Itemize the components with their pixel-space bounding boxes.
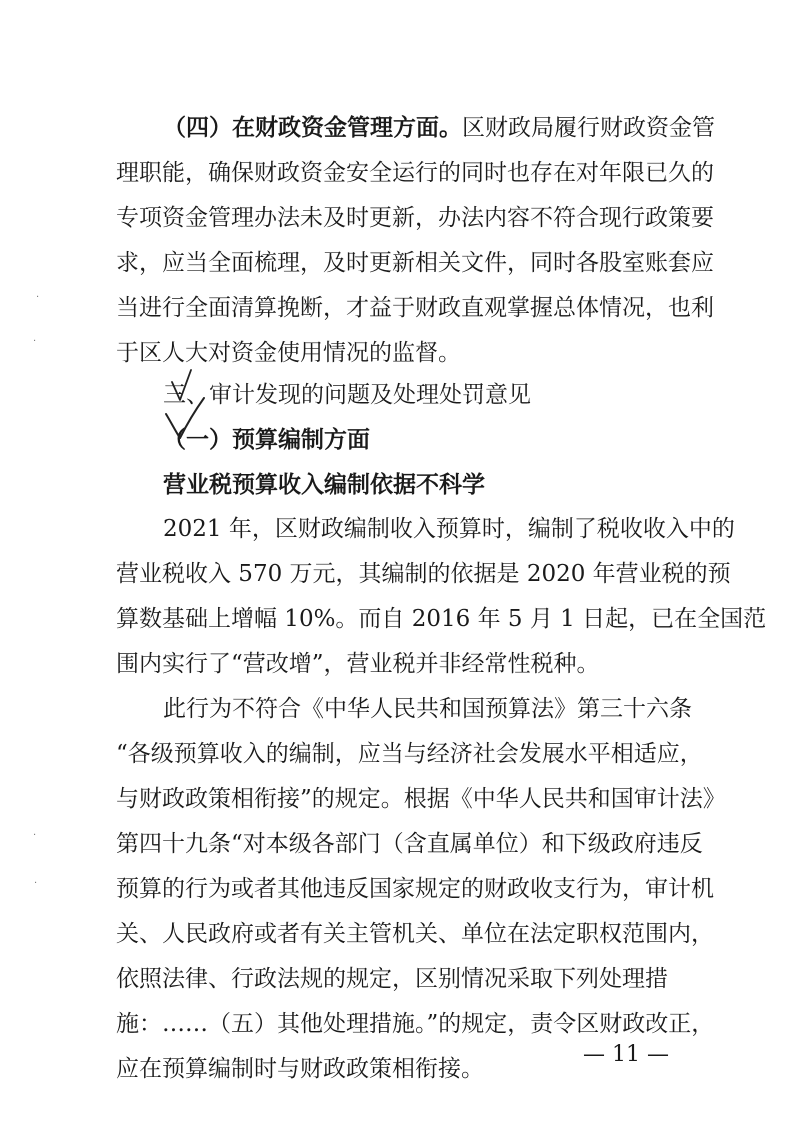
para2-line-4: 围内实行了“营改增”，营业税并非经常性税种。 [116, 651, 600, 677]
subsection-1-title: （一）预算编制方面 [163, 426, 370, 453]
para3-line-1: 此行为不符合《中华人民共和国预算法》第三十六条 [163, 696, 692, 722]
para3-line-2: “各级预算收入的编制，应当与经济社会发展水平相适应， [116, 741, 703, 767]
para3-line-7: 依照法律、行政法规的规定，区别情况采取下列处理措 [116, 966, 668, 992]
scan-speck: · [36, 292, 40, 303]
para1-line-5: 当进行全面清算挽断，才益于财政直观掌握总体情况，也利 [116, 295, 714, 321]
para3-line-9: 应在预算编制时与财政政策相衔接。 [116, 1056, 484, 1082]
para2-line-2: 营业税收入 570 万元，其编制的依据是 2020 年营业税的预 [116, 561, 731, 587]
para1-line-2: 理职能，确保财政资金安全运行的同时也存在对年限已久的 [116, 160, 714, 186]
section-3-title: 三、审计发现的问题及处理处罚意见 [163, 382, 531, 408]
para3-line-8: 施：……（五）其他处理措施。”的规定，责令区财政改正， [116, 1011, 715, 1037]
page-number: — 11 — [583, 1042, 669, 1067]
para3-line-3: 与财政政策相衔接”的规定。根据《中华人民共和国审计法》 [116, 786, 726, 812]
para1-line-1 [163, 113, 715, 143]
scan-speck: · [33, 830, 37, 841]
para1-line-1-text: 区财政局履行财政资金管 [462, 115, 715, 141]
scan-speck: · [34, 878, 38, 889]
issue-title: 营业税预算收入编制依据不科学 [163, 471, 485, 498]
para1-line-6: 于区人大对资金使用情况的监督。 [116, 340, 461, 366]
para3-line-4: 第四十九条“对本级各部门（含直属单位）和下级政府违反 [116, 831, 703, 857]
para3-line-6: 关、人民政府或者有关主管机关、单位在法定职权范围内， [116, 921, 714, 947]
para3-line-5: 预算的行为或者其他违反国家规定的财政收支行为，审计机 [116, 876, 714, 902]
scan-speck: · [33, 336, 37, 347]
para1-line-4: 求，应当全面梳理，及时更新相关文件，同时各股室账套应 [116, 250, 714, 276]
para2-line-1: 2021 年，区财政编制收入预算时，编制了税收收入中的 [163, 516, 735, 542]
para1-heading: （四）在财政资金管理方面。 [163, 114, 462, 141]
para2-line-3: 算数基础上增幅 10%。而自 2016 年 5 月 1 日起，已在全国范 [116, 606, 767, 632]
para1-line-3: 专项资金管理办法未及时更新，办法内容不符合现行政策要 [116, 205, 714, 231]
